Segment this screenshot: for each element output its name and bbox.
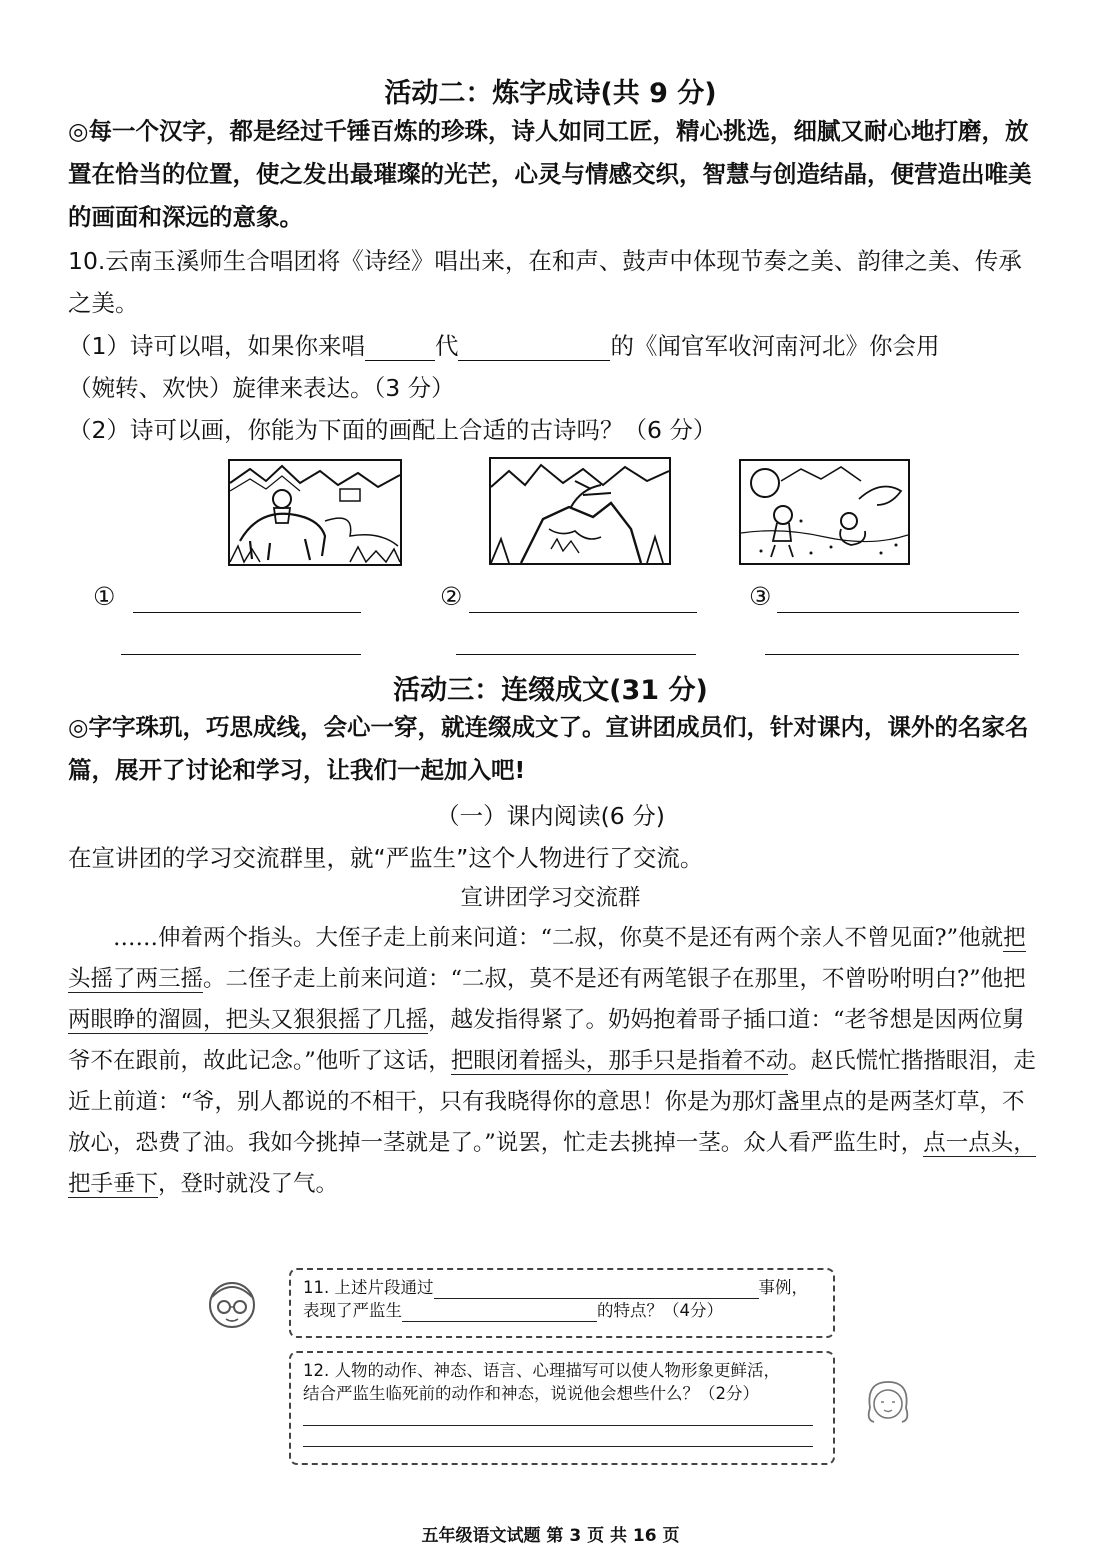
- answer-line-2b[interactable]: [456, 654, 696, 655]
- reading-passage: [68, 918, 1036, 1205]
- ox-herder-picture: [228, 459, 402, 566]
- q10-1-text-a: （1）诗可以唱，如果你来唱: [68, 332, 365, 360]
- answer-line-3b[interactable]: [765, 654, 1019, 655]
- page-footer: 五年级语文试题 第 3 页 共 16 页: [421, 1526, 680, 1546]
- activity2-title: 活动二：炼字成诗(共 9 分): [384, 78, 717, 109]
- q12-text-a: 12. 人物的动作、神态、语言、心理描写可以使人物形象更鲜活，: [303, 1361, 780, 1380]
- answer-label-3: ③: [749, 582, 772, 611]
- question-10-1: [68, 327, 939, 361]
- question-10-stem: 10.云南玉溪师生合唱团将《诗经》唱出来，在和声、鼓声中体现节奏之美、韵律之美、传承之美。: [68, 247, 1022, 317]
- answer-line-3a[interactable]: [777, 612, 1019, 613]
- mountain-pine-picture: [489, 457, 671, 565]
- q10-1-text-d: （婉转、欢快）旋律来表达。（3 分）: [68, 374, 455, 402]
- activity2-intro: ◎每一个汉字，都是经过千锤百炼的珍珠，诗人如同工匠，精心挑选，细腻又耐心地打磨，放置在恰当的位置，使之发出最璀璨的光芒，心灵与情感交织，智慧与创造结晶，便营造出唯美的画面和深远的意象。: [68, 117, 1032, 231]
- answer-label-2: ②: [440, 582, 463, 611]
- q11-text-d: 的特点？（4分）: [597, 1301, 723, 1320]
- girl-avatar: [860, 1378, 916, 1426]
- q10-1-text-c: 的《闻官军收河南河北》你会用: [610, 332, 940, 360]
- q12-answer-line-1[interactable]: [303, 1405, 813, 1426]
- passage-underline-1: 把头摇了两三摇: [68, 925, 1026, 992]
- passage-text-2: 。二侄子走上前来问道：“二叔，莫不是还有两笔银子在那里，不曾吩咐明白?”他把: [203, 966, 1026, 992]
- section1-lead: 在宣讲团的学习交流群里，就“严监生”这个人物进行了交流。: [68, 844, 704, 872]
- boy-avatar: [204, 1275, 260, 1335]
- answer-line-1a[interactable]: [133, 612, 361, 613]
- q11-text-a: 11. 上述片段通过: [303, 1278, 434, 1297]
- group-title: 宣讲团学习交流群: [460, 885, 641, 911]
- activity3-title: 活动三：连缀成文(31 分): [393, 675, 708, 706]
- question-11-line-2: [303, 1299, 821, 1322]
- activity3-intro: ◎字字珠玑，巧思成线，会心一穿，就连缀成文了。宣讲团成员们，针对课内，课外的名家名篇，展开了讨论和学习，让我们一起加入吧!: [68, 713, 1029, 784]
- question-12-bubble: [289, 1351, 835, 1465]
- passage-text-1: ……伸着两个指头。大侄子走上前来问道：“二叔，你莫不是还有两个亲人不曾见面?”他就: [113, 925, 1004, 951]
- q12-answer-line-2[interactable]: [303, 1426, 813, 1447]
- boy-avatar-icon: [204, 1275, 260, 1335]
- children-field-picture: [739, 459, 910, 565]
- answer-line-1b[interactable]: [121, 654, 361, 655]
- passage-underline-4: 点一点头，把手垂下: [68, 1130, 1036, 1197]
- question-10-2: （2）诗可以画，你能为下面的画配上合适的古诗吗？（6 分）: [68, 416, 717, 444]
- passage-underline-2: 两眼睁的溜圆，把头又狠狠摇了几摇: [68, 1007, 429, 1033]
- q12-text-b: 结合严监生临死前的动作和神态，说说他会想些什么？（2分）: [303, 1384, 759, 1403]
- poet-blank[interactable]: [458, 336, 610, 361]
- q11-text-b: 事例，: [758, 1278, 808, 1297]
- passage-text-4: 。赵氏慌忙揩揩眼泪，走近上前道：“爷，别人都说的不相干，只有我晓得你的意思！你是为那灯盏里点的是两茎灯草，不放心，恐费了油。我如今挑掉一茎就是了。”说罢，忙走去挑掉一茎。众人看严监生时，: [68, 1048, 1036, 1156]
- q10-1-text-b: 代: [434, 332, 459, 360]
- answer-label-1: ①: [93, 582, 116, 611]
- q11-trait-blank[interactable]: [402, 1305, 597, 1322]
- dynasty-blank[interactable]: [365, 336, 435, 361]
- mountain-pine-illustration: [491, 459, 669, 563]
- girl-avatar-icon: [860, 1378, 916, 1426]
- question-11-line-1: [303, 1276, 821, 1299]
- q11-event-blank[interactable]: [434, 1282, 759, 1299]
- children-field-illustration: [741, 461, 908, 563]
- q11-text-c: 表现了严监生: [303, 1301, 402, 1320]
- ox-herder-illustration: [230, 461, 400, 564]
- passage-text-3: ，越发指得紧了。奶妈抱着哥子插口道：“老爷想是因两位舅爷不在跟前，故此记念。”他听了这话，: [68, 1007, 1025, 1074]
- answer-line-2a[interactable]: [469, 612, 697, 613]
- passage-underline-3: 把眼闭着摇头，那手只是指着不动: [450, 1048, 789, 1074]
- section1-title: （一）课内阅读(6 分): [436, 802, 665, 830]
- question-11-bubble: [289, 1268, 835, 1338]
- passage-text-5: ，登时就没了气。: [158, 1171, 339, 1197]
